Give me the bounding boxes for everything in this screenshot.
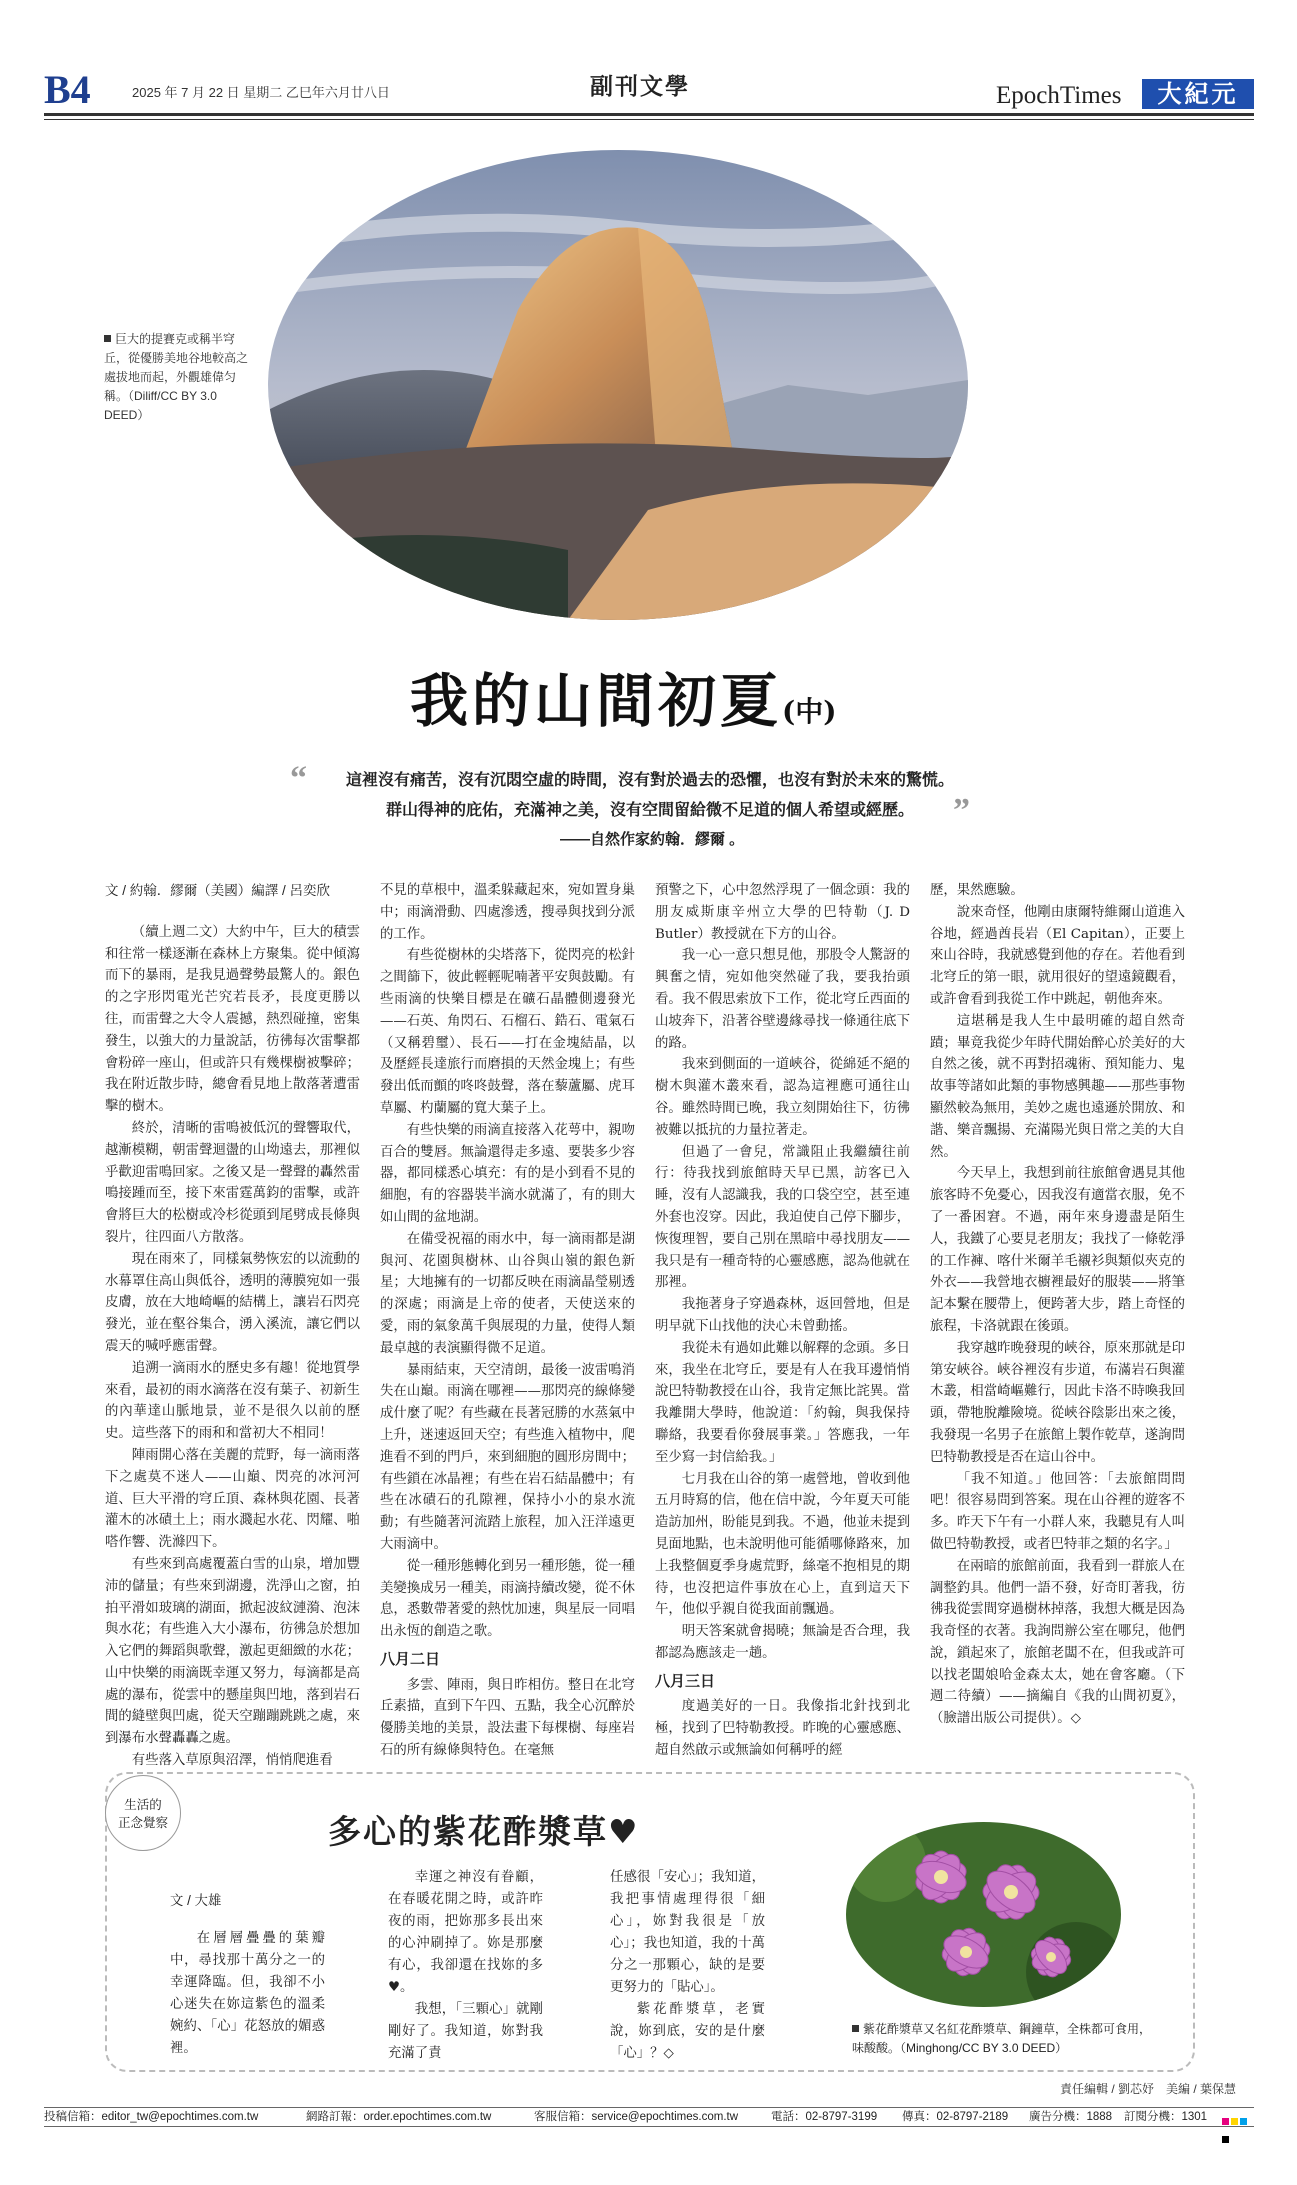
print-mark-black xyxy=(1222,2136,1229,2143)
page-number: B4 xyxy=(44,67,91,112)
pull-quote-line1: 這裡沒有痛苦，沒有沉悶空虛的時間，沒有對於過去的恐懼，也沒有對於未來的驚慌。 xyxy=(345,772,954,789)
paragraph: 有些從樹林的尖塔落下，從閃亮的松針之間篩下，彼此輕輕呢喃著平安與鼓勵。有些雨滴的快樂目標是在礦石晶體側邊發光——石英、角閃石、石榴石、鋯石、電氣石（又稱碧璽）、長石——打在金塊結晶，以及歷經長達旅行而磨損的天然金塊上；有些發出低而顫的咚咚鼓聲，落在藜蘆屬、虎耳草屬、杓蘭屬的寬大葉子上。 xyxy=(380,948,635,1116)
footer-ad-ext: 廣告分機：1888 xyxy=(1029,2111,1113,2123)
paragraph: 幸運之神沒有眷顧，在春暖花開之時，或許昨夜的雨，把妳那多長出來的心沖刷掉了。妳是那麼有心，我卻還在找妳的多♥。 xyxy=(388,1870,543,1995)
footer-submit-email[interactable]: 投稿信箱：editor_tw@epochtimes.com.tw xyxy=(44,2111,259,2123)
issue-date: 2025 年 7 月 22 日 星期二 乙巳年六月廿八日 xyxy=(132,85,390,100)
paragraph: 明天答案就會揭曉；無論是否合理，我都認為應該走一趟。 xyxy=(655,1624,910,1661)
paragraph: 任感很「安心」；我知道，我把事情處理得很「細心」，妳對我很是「放心」；我也知道，我的十萬分之一那顆心，缺的是要更努力的「貼心」。 xyxy=(610,1870,765,1995)
paragraph: 多雲、陣雨，與日昨相仿。整日在北穹丘素描，直到下午四、五點，我全心沉醉於優勝美地的美景，設法畫下每棵樹、每座岩石的所有線條與特色。在毫無 xyxy=(380,1677,635,1759)
quote-attribution: ——自然作家約翰．繆爾 。 xyxy=(560,831,745,848)
article-column-1 xyxy=(105,880,360,1772)
badge-line2: 正念覺察 xyxy=(117,1816,168,1830)
brand-logo: 大紀元 xyxy=(1142,79,1254,109)
paragraph: 在備受祝福的雨水中，每一滴雨都是湖與河、花園與樹林、山谷與山嶺的銀色新星；大地擁有的一切都反映在雨滴晶瑩剔透的深處；雨滴是上帝的使者，天使送來的愛，雨的氣象萬千與展現的力量，使得人類最卓越的表演顯得微不足道。 xyxy=(380,1231,635,1356)
paragraph: 在兩暗的旅館前面，我看到一群旅人在調整釣具。他們一語不發，好奇盯著我，彷彿我從雲間穿過樹林掉落，我想大概是因為我奇怪的衣著。我詢問辦公室在哪兒，他們說，鎖起來了，旅館老闆不在，但我或許可以找老闆娘哈金森太太，她在會客廳。（下週二待續）——摘編自《我的山間初夏》，（臉譜出版公司提供）。◇ xyxy=(930,1558,1185,1727)
caption-bullet-icon xyxy=(852,2025,859,2032)
sidebar-column-2 xyxy=(388,1867,543,2065)
pull-quote-line2: 群山得神的庇佑，充滿神之美，沒有空間留給微不足道的個人希望或經歷。 xyxy=(385,802,914,819)
paragraph: 今天早上，我想到前往旅館會遇見其他旅客時不免憂心，因我沒有適當衣服，免不了一番困窘。不過，兩年來身邊盡是陌生人，我鐵了心要見老朋友；我找了一條乾淨的工作褲、喀什米爾羊毛襯衫與類似夾克的外衣——我營地衣櫥裡最好的服裝——將筆記本繫在腰帶上，便跨著大步，踏上奇怪的旅程，卡洛就跟在後頭。 xyxy=(930,1166,1185,1334)
article-column-3 xyxy=(655,880,910,1762)
paragraph: 「我不知道。」他回答：「去旅館問問吧！很容易問到答案。現在山谷裡的遊客不多。昨天下午有一小群人來，我聽見有人叫做巴特勒教授，或者巴特菲之類的名字。」 xyxy=(930,1471,1185,1552)
paragraph: 我拖著身子穿過森林，返回營地，但是明早就下山找他的決心未曾動搖。 xyxy=(655,1297,910,1334)
article-byline: 文 / 約翰．繆爾（美國）編譯 / 呂奕欣 xyxy=(105,883,331,898)
paragraph: 暴雨結束，天空清朗，最後一波雷鳴消失在山巔。雨滴在哪裡——那閃亮的線條變成什麼了呢？有些藏在長著冠勝的水蒸氣中上升，迷速返回天空；有些進入植物中，爬進看不到的門戶，來到細胞的圓形房間中；有些鎖在冰晶裡；有些在岩石結晶體中；有些在冰磧石的孔隙裡，保持小小的泉水流動；有些隨著河流踏上旅程，加入汪洋遠更大雨滴中。 xyxy=(380,1362,635,1552)
footer-service-email[interactable]: 客服信箱：service@epochtimes.com.tw xyxy=(534,2111,739,2123)
section-title: 副刊文學 xyxy=(590,73,690,100)
footer-sub-ext: 訂閱分機：1301 xyxy=(1124,2111,1208,2123)
paragraph: 有些落入草原與沼澤，悄悄爬進看 xyxy=(131,1753,333,1769)
footer-bar xyxy=(44,2107,1254,2127)
paragraph: 度過美好的一日。我像指北針找到北極，找到了巴特勒教授。昨晚的心靈感應、超自然啟示或無論如何稱呼的經 xyxy=(655,1699,910,1759)
sidebar-title: 多心的紫花酢漿草♥ xyxy=(328,1812,640,1851)
print-mark-magenta xyxy=(1222,2118,1229,2125)
paragraph: 陣雨開心落在美麗的荒野，每一滴雨落下之處莫不迷人——山巔、閃亮的冰河河道、巨大平滑的穹丘頂、森林與花園、長著灌木的冰磧土上；雨水濺起水花、閃耀、啪嗒作響、洗滌四下。 xyxy=(105,1447,360,1551)
paragraph: （續上週二文）大約中午，巨大的積雲和往常一樣逐漸在森林上方聚集。從中傾瀉而下的暴雨，是我見過聲勢最驚人的。銀色的之字形閃電光芒究若長矛，長度更勝以往，而雷聲之大令人震撼，熱烈碰撞，密集發生，以強大的力量說話，彷彿每次雷擊都會粉碎一座山，但或許只有幾棵樹被擊碎；我在附近散步時，總會看見地上散落著遭雷擊的樹木。 xyxy=(105,924,360,1115)
paragraph: 我想，「三顆心」就剛剛好了。我知道，妳對我充滿了責 xyxy=(388,2002,543,2061)
paragraph: 歷，果然應驗。 xyxy=(930,883,1024,898)
paragraph: 在層層疊疊的葉瓣中，尋找那十萬分之一的幸運降臨。但，我卻不小心迷失在妳這紫色的溫柔婉約、「心」花怒放的媚惑裡。 xyxy=(170,1931,325,2056)
paragraph: 終於，清晰的雷鳴被低沉的聲響取代，越漸模糊，朝雷聲迴盪的山坳遠去，那裡似乎歡迎雷鳴回家。之後又是一聲聲的轟然雷鳴接踵而至，接下來雷霆萬鈞的雷擊，或許會將巨大的松樹或冷杉從頭到尾劈成長條與裂片，往四面八方散落。 xyxy=(105,1120,360,1245)
article-title xyxy=(410,667,837,735)
paragraph: 從一種形態轉化到另一種形態，從一種美變換成另一種美，雨滴持續改變，從不休息，悉數帶著愛的熱忱加速，與星辰一同唱出永恆的創造之歌。 xyxy=(380,1558,635,1640)
article-title-part: (中) xyxy=(782,695,837,728)
paragraph: 我穿越昨晚發現的峽谷，原來那就是印第安峽谷。峽谷裡沒有步道，布滿岩石與灌木叢，相當崎嶇難行，因此卡洛不時喚我回頭，帶牠脫離險境。從峽谷陰影出來之後，我發現一名男子在旅館上製作乾草，遂詢問巴特勒教授是否在這山谷中。 xyxy=(930,1340,1185,1465)
print-color-marks xyxy=(1222,2113,1254,2149)
oxalis-flower-photo xyxy=(846,1822,1121,2007)
print-mark-yellow xyxy=(1231,2118,1238,2125)
paragraph: 預警之下，心中忽然浮現了一個念頭：我的朋友威斯康辛州立大學的巴特勒（J. D Butler）教授就在下方的山谷。 xyxy=(655,883,910,942)
print-mark-cyan xyxy=(1240,2118,1247,2125)
paragraph: 不見的草根中，溫柔躲藏起來，宛如置身巢中；雨滴滑動、四處滲透，搜尋與找到分派的工作。 xyxy=(380,883,635,942)
paragraph: 說來奇怪，他剛由康爾特維爾山道進入谷地，經過酋長岩（El Capitan），正要上來山谷時，我就感覺到他的存在。若他看到北穹丘的第一眼，就用很好的望遠鏡觀看，或許會看到我從工作中跳起，朝他奔來。 xyxy=(930,904,1185,1007)
paragraph: 這堪稱是我人生中最明確的超自然奇蹟；畢竟我從少年時代開始醉心於美好的大自然之後，就不再對招魂術、預知能力、鬼故事等諸如此類的事物感興趣——那些事物顯然較為無用，美妙之處也遠遜於開放、和諧、樂音飄揚、充滿陽光與日常之美的大自然。 xyxy=(930,1013,1185,1160)
open-quote-icon: “ xyxy=(290,760,307,797)
editor-credit: 責任編輯 / 劉芯妤 美編 / 葉保慧 xyxy=(1060,2082,1237,2096)
badge-line1: 生活的 xyxy=(124,1798,162,1812)
caption-bullet-icon xyxy=(104,335,111,342)
article-title-text: 我的山間初夏 xyxy=(410,667,783,735)
header-rule xyxy=(44,113,1254,116)
hero-caption-text: 巨大的提賽克或稱半穹丘，從優勝美地谷地較高之處拔地而起，外觀雄偉匀稱。（Diliff/CC BY 3.0 DEED） xyxy=(104,332,249,422)
column-badge xyxy=(105,1775,181,1851)
header-rule-thin xyxy=(44,119,1254,120)
sidebar-column-1 xyxy=(170,1890,325,2060)
paragraph: 追溯一滴雨水的歷史多有趣！從地質學來看，最初的雨水滴落在沒有葉子、初新生的內華達山脈地景，並不是很久以前的歷史。這些落下的雨和和當初大不相同！ xyxy=(105,1360,360,1442)
paragraph: 紫花酢漿草，老實說，妳到底，安的是什麼「心」？◇ xyxy=(610,2002,765,2061)
sidebar-caption-text: 紫花酢漿草又名紅花酢漿草、鋼鐘草，全株都可食用，味酸酸。（Minghong/CC BY 3.0 DEED） xyxy=(852,2022,1152,2055)
paragraph: 有些來到高處覆蓋白雪的山泉，增加豐沛的儲量；有些來到湖邊，洗淨山之窗，拍拍平滑如玻璃的湖面，掀起波紋漣漪、泡沫與水花；有些進入大小瀑布，彷彿急於想加入它們的舞蹈與歌聲，激起更細緻的水花；山中快樂的雨滴既幸運又努力，每滴都是高處的瀑布，從雲中的懸崖與凹地，落到岩石間的縫壁與凹處，從天空蹦蹦跳跳之處，來到瀑布水聲轟轟之處。 xyxy=(105,1556,360,1747)
footer-phone: 電話：02-8797-3199 xyxy=(771,2111,878,2123)
sidebar-caption xyxy=(852,2020,1152,2058)
article-column-4 xyxy=(930,880,1185,1730)
paragraph: 有些快樂的雨滴直接落入花萼中，親吻百合的雙唇。無論還得走多遠、要裝多少容器，都同樣悉心填充：有的是小到看不見的細胞，有的容器裝半滴水就滿了，有的則大如山間的盆地湖。 xyxy=(380,1122,635,1225)
paragraph: 現在雨來了，同樣氣勢恢宏的以流動的水幕罩住高山與低谷，透明的薄膜宛如一張皮膚，放在大地崎嶇的結構上，讓岩石閃亮發光，並在壑谷集合，湧入溪流，讓它們以震天的喊呼應雷聲。 xyxy=(105,1251,360,1354)
hero-caption xyxy=(104,330,254,425)
article-column-2 xyxy=(380,880,635,1762)
footer-order-url[interactable]: 網路訂報：order.epochtimes.com.tw xyxy=(306,2111,492,2123)
date-heading-aug2: 八月二日 xyxy=(380,1650,441,1668)
footer-fax: 傳真：02-8797-2189 xyxy=(902,2111,1009,2123)
paragraph: 我從未有過如此難以解釋的念頭。多日來，我坐在北穹丘，要是有人在我耳邊悄悄說巴特勒教授在山谷，我肯定無比詫異。當我離開大學時，他說道：「約翰，與我保持聯絡，我要看你發展事業。」答應我，一年至少寫一封信給我。」 xyxy=(655,1340,910,1465)
pull-quote xyxy=(290,760,1000,829)
date-heading-aug3: 八月三日 xyxy=(655,1672,716,1690)
paragraph: 七月我在山谷的第一處營地，曾收到他五月時寫的信，他在信中說，今年夏天可能造訪加州，盼能見到我。不過，他並未提到見面地點，也未說明他可能循哪條路來，加上我整個夏季身處荒野，絲毫不抱相見的期待，也沒把這件事放在心上，直到這天下午，他似乎親自從我面前飄過。 xyxy=(655,1471,910,1618)
paragraph: 我來到側面的一道峽谷，從綿延不絕的樹木與灌木叢來看，認為這裡應可通往山谷。雖然時間已晚，我立刻開始往下，彷彿被難以抵抗的力量拉著走。 xyxy=(655,1057,910,1138)
half-dome-photo xyxy=(268,150,968,620)
paragraph: 我一心一意只想見他，那股令人驚訝的興奮之情，宛如他突然碰了我，要我抬頭看。我不假思索放下工作，從北穹丘西面的山坡奔下，沿著谷壁邊緣尋找一條通往底下的路。 xyxy=(655,948,910,1051)
brand-name: EpochTimes xyxy=(996,82,1122,109)
close-quote-icon: ” xyxy=(953,792,970,829)
paragraph: 但過了一會兒，常識阻止我繼續往前行：待我找到旅館時天早已黑，訪客已入睡，沒有人認識我，我的口袋空空，甚至連外套也沒穿。因此，我迫使自己停下腳步，恢復理智，要自己別在黑暗中尋找朋友——我只是有一種奇特的心靈感應，認為他就在那裡。 xyxy=(655,1144,910,1291)
sidebar-byline: 文 / 大雄 xyxy=(170,1893,222,1908)
sidebar-column-3 xyxy=(610,1867,765,2065)
